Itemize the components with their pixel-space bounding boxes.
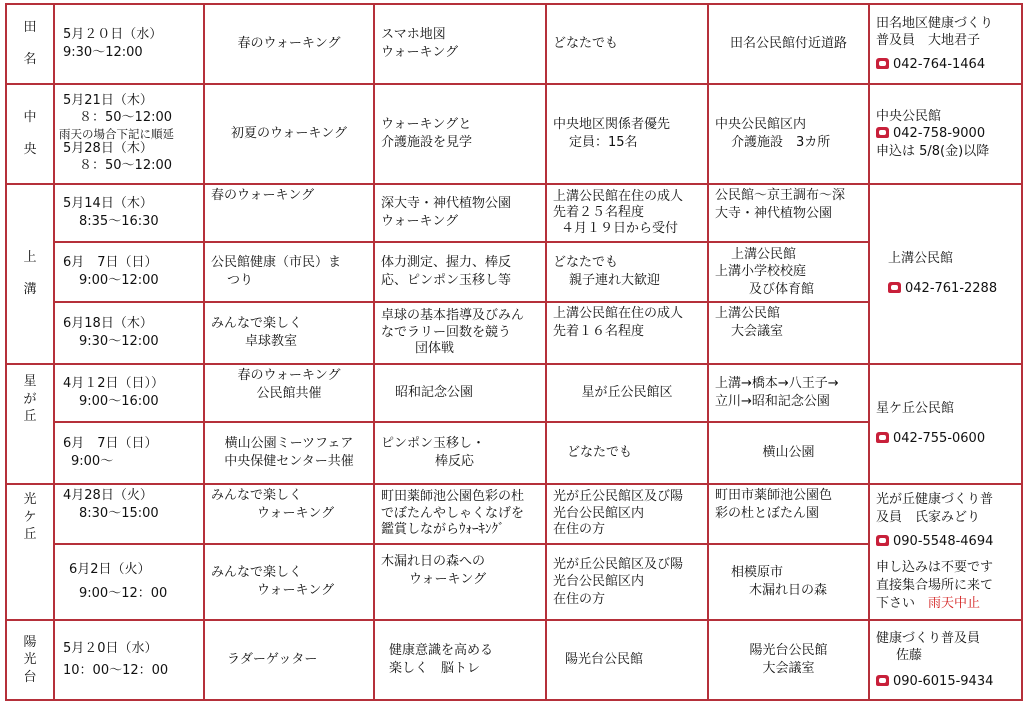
time-text: 10：00～12：00 xyxy=(63,663,169,678)
date-text: 4月１2日（日）） xyxy=(63,376,165,392)
event-name: 公民館健康（市民）ま xyxy=(211,255,342,271)
venue-cell xyxy=(708,364,869,422)
event-name: 卓球教室 xyxy=(245,334,298,349)
contact-text: 上溝公民館 xyxy=(888,251,954,267)
content-cell xyxy=(374,242,546,302)
time-text: ８：50～12:00 xyxy=(79,109,173,125)
area-label: 台 xyxy=(23,669,37,685)
content-text: 鑑賞しながらｳｫｰｷﾝｸﾞ xyxy=(381,522,505,538)
target-cell xyxy=(546,544,708,620)
event-cell xyxy=(204,544,374,620)
phone-icon xyxy=(876,127,889,138)
event-name: 春のウォーキング xyxy=(211,188,315,203)
area-label: 丘 xyxy=(23,409,37,425)
target-text: 定員：15名 xyxy=(569,135,638,150)
table-row xyxy=(6,4,1022,84)
phone-number: 042-764-1464 xyxy=(876,56,1015,74)
contact-cell xyxy=(869,620,1022,700)
venue-cell xyxy=(708,484,869,544)
contact-note: 下さい 雨天中止 xyxy=(876,595,981,611)
target-text: 中央地区関係者優先 xyxy=(553,117,671,133)
contact-cell xyxy=(869,4,1022,84)
target-text: ４月１９日から受付 xyxy=(561,221,679,237)
target-cell xyxy=(546,484,708,544)
date-cell xyxy=(54,184,204,242)
target-text: 在住の方 xyxy=(553,522,606,538)
content-cell xyxy=(374,184,546,242)
table-row xyxy=(6,620,1022,700)
date-text: 6月18日（木） xyxy=(63,316,153,332)
event-cell xyxy=(204,84,374,184)
event-name: 春のウォーキング xyxy=(237,36,341,52)
content-cell xyxy=(374,4,546,84)
target-text: 在住の方 xyxy=(553,591,606,607)
content-text: 町田薬師池公園色彩の杜 xyxy=(381,489,525,505)
area-label: 名 xyxy=(23,52,37,67)
event-name: ウォーキング xyxy=(257,505,335,521)
content-cell xyxy=(374,84,546,184)
date-text: 5月２０日（水） xyxy=(63,27,163,43)
rain-cancel-notice: 雨天中止 xyxy=(928,595,981,611)
time-text: 9:00～16:00 xyxy=(79,394,159,409)
event-name: ラダーゲッター xyxy=(227,652,318,668)
contact-text: 佐藤 xyxy=(896,648,923,664)
target-text: 光が丘公民館区及び陽 xyxy=(553,489,684,505)
date-cell xyxy=(54,242,204,302)
venue-text: 中央公民館区内 xyxy=(715,117,807,133)
event-cell xyxy=(204,242,374,302)
contact-cell xyxy=(869,184,1022,364)
area-cell xyxy=(6,4,54,84)
phone-number: 042-758-9000 xyxy=(876,125,1015,143)
target-text: どなたでも xyxy=(567,445,633,461)
content-text: 深大寺・神代植物公園 xyxy=(381,196,512,212)
area-cell xyxy=(6,620,54,700)
target-cell xyxy=(546,422,708,484)
area-cell xyxy=(6,364,54,484)
venue-cell xyxy=(708,4,869,84)
event-name: 春のウォーキング xyxy=(237,368,341,383)
contact-text: 星ケ丘公民館 xyxy=(876,401,955,417)
venue-cell xyxy=(708,422,869,484)
target-cell xyxy=(546,364,708,422)
venue-text: 及び体育館 xyxy=(749,281,815,297)
content-text: 昭和記念公園 xyxy=(395,385,474,401)
event-cell xyxy=(204,484,374,544)
event-schedule-table xyxy=(5,3,1023,701)
contact-cell xyxy=(869,84,1022,184)
contact-cell xyxy=(869,484,1022,620)
time-text: 9:00～ xyxy=(71,454,114,469)
area-cell xyxy=(6,484,54,620)
venue-text: 上溝公民館 xyxy=(731,246,797,262)
phone-icon xyxy=(876,432,889,443)
content-text: 棒反応 xyxy=(435,454,475,469)
contact-note: 申し込みは不要です xyxy=(876,560,994,575)
venue-text: 彩の杜とぼたん園 xyxy=(715,505,820,521)
venue-text: 介護施設 3カ所 xyxy=(731,135,831,150)
event-cell xyxy=(204,4,374,84)
venue-text: 上溝公民館 xyxy=(715,306,781,321)
event-name: みんなで楽しく xyxy=(211,316,303,332)
phone-number: 090-5548-4694 xyxy=(876,533,1015,551)
target-text: 先着２５名程度 xyxy=(553,204,645,220)
venue-text: 上溝小学校校庭 xyxy=(715,264,807,280)
content-text: 健康意識を高める xyxy=(389,643,494,659)
venue-text: 上溝→橋本→八王子→ xyxy=(715,376,839,392)
area-label: 中 xyxy=(23,110,37,126)
time-text: ８：50～12:00 xyxy=(79,158,173,174)
target-cell xyxy=(546,84,708,184)
area-label: 央 xyxy=(23,142,37,157)
date-cell xyxy=(54,84,204,184)
phone-number: 042-761-2288 xyxy=(888,280,1015,298)
phone-icon xyxy=(876,58,889,69)
contact-text: 田名地区健康づくり xyxy=(876,15,994,31)
date-text: 6月 7日（日） xyxy=(63,255,158,271)
table-row xyxy=(6,364,1022,422)
contact-note: 直接集合場所に来て xyxy=(876,577,994,593)
date-cell xyxy=(54,364,204,422)
contact-cell xyxy=(869,364,1022,484)
area-label: 陽 xyxy=(23,634,37,650)
venue-text: 公民館～京王調布～深 xyxy=(715,188,846,203)
area-label: が xyxy=(23,391,37,407)
target-text: 星が丘公民館区 xyxy=(581,385,673,401)
contact-text: 普及員 大地君子 xyxy=(876,33,981,49)
content-text: 介護施設を見学 xyxy=(381,135,473,150)
content-text: 応、ピンポン玉移し等 xyxy=(381,273,512,288)
event-cell xyxy=(204,620,374,700)
phone-number: 042-755-0600 xyxy=(876,430,1015,448)
event-cell xyxy=(204,302,374,364)
target-text: 上溝公民館在住の成人 xyxy=(553,188,684,204)
date-cell xyxy=(54,4,204,84)
content-text: ピンポン玉移し・ xyxy=(381,436,486,452)
venue-text: 相模原市 xyxy=(731,565,784,581)
content-cell xyxy=(374,364,546,422)
date-cell xyxy=(54,484,204,544)
target-text: 先着１６名程度 xyxy=(553,323,645,339)
area-cell xyxy=(6,84,54,184)
target-text: どなたでも xyxy=(553,36,619,52)
date-text: 6月 7日（日） xyxy=(63,436,158,452)
contact-text: 光が丘健康づくり普 xyxy=(876,492,994,508)
time-text: 8:35～16:30 xyxy=(79,214,159,229)
date-note: 雨天の場合下記に順延 xyxy=(59,126,174,141)
venue-cell xyxy=(708,242,869,302)
venue-cell xyxy=(708,84,869,184)
area-label: 溝 xyxy=(23,282,37,297)
event-cell xyxy=(204,364,374,422)
event-cell xyxy=(204,422,374,484)
phone-icon xyxy=(876,535,889,546)
phone-icon xyxy=(888,282,901,293)
content-text: スマホ地図 xyxy=(381,27,446,43)
venue-text: 大会議室 xyxy=(762,661,815,676)
content-cell xyxy=(374,422,546,484)
event-cell xyxy=(204,184,374,242)
area-label: ケ xyxy=(23,509,37,525)
target-cell xyxy=(546,242,708,302)
contact-text: 及員 氏家みどり xyxy=(876,510,981,526)
event-name: 中央保健センター共催 xyxy=(224,454,354,469)
table-row xyxy=(6,84,1022,184)
target-text: 上溝公民館在住の成人 xyxy=(553,306,684,321)
target-text: 光が丘公民館区及び陽 xyxy=(553,556,684,572)
venue-text: 田名公民館付近道路 xyxy=(729,36,847,52)
area-cell xyxy=(6,184,54,364)
area-label: 光 xyxy=(23,492,37,507)
event-name: 初夏のウォーキング xyxy=(230,126,348,142)
area-label: 光 xyxy=(23,652,37,668)
target-cell xyxy=(546,184,708,242)
area-label: 星 xyxy=(23,374,37,389)
content-text: 木漏れ日の森への xyxy=(381,554,486,569)
venue-text: 大寺・神代植物公園 xyxy=(715,205,833,221)
content-text: 卓球の基本指導及びみん xyxy=(381,308,525,324)
venue-text: 横山公園 xyxy=(762,445,815,461)
target-text: 親子連れ大歓迎 xyxy=(569,273,661,288)
date-cell xyxy=(54,620,204,700)
target-text: 陽光台公民館 xyxy=(565,652,644,668)
event-name: ウォーキング xyxy=(257,583,335,598)
time-text: 9:00～12:00 xyxy=(79,273,159,288)
venue-text: 大会議室 xyxy=(731,323,784,339)
event-name: みんなで楽しく xyxy=(211,488,303,503)
date-text: 5月21日（木） xyxy=(63,92,153,108)
time-text: 9:30～12:00 xyxy=(79,334,159,349)
target-cell xyxy=(546,302,708,364)
content-text: なでラリー回数を競う xyxy=(381,324,512,340)
content-cell xyxy=(374,544,546,620)
area-label: 上 xyxy=(23,250,37,266)
venue-cell xyxy=(708,544,869,620)
contact-text: 中央公民館 xyxy=(876,108,942,124)
time-text: 8:30～15:00 xyxy=(79,505,159,521)
event-name: 公民館共催 xyxy=(256,385,322,401)
content-text: ウォーキングと xyxy=(381,117,472,133)
time-text: 9:30～12:00 xyxy=(63,45,143,60)
date-cell xyxy=(54,302,204,364)
target-text: どなたでも xyxy=(553,255,619,271)
time-text: 9:00～12：00 xyxy=(79,586,168,601)
target-text: 光台公民館区内 xyxy=(553,574,645,590)
content-text: 団体戦 xyxy=(415,341,455,357)
venue-text: 木漏れ日の森 xyxy=(749,583,828,598)
date-text: 4月28日（火） xyxy=(63,488,153,503)
event-name: 横山公園ミーツフェア xyxy=(224,436,354,452)
venue-text: 町田市薬師池公園色 xyxy=(715,488,833,503)
content-cell xyxy=(374,620,546,700)
date-text: 5月28日（木） xyxy=(63,141,153,157)
event-name: みんなで楽しく xyxy=(211,565,303,581)
date-text: 5月14日（木） xyxy=(63,196,153,212)
target-cell xyxy=(546,4,708,84)
venue-cell xyxy=(708,302,869,364)
content-cell xyxy=(374,302,546,364)
date-text: 5月２0日（水） xyxy=(63,641,158,657)
target-text: 光台公民館区内 xyxy=(553,505,645,521)
table-row xyxy=(6,484,1022,544)
area-label: 田 xyxy=(23,20,37,36)
phone-number: 090-6015-9434 xyxy=(876,673,1015,691)
content-text: 楽しく 脳トレ xyxy=(389,661,481,676)
venue-cell xyxy=(708,184,869,242)
content-text: ウォーキング xyxy=(381,45,459,60)
content-text: ウォーキング xyxy=(381,214,459,229)
content-text: でぼたんやしゃくなげを xyxy=(381,505,525,521)
venue-text: 立川→昭和記念公園 xyxy=(715,394,830,409)
content-text: ウォーキング xyxy=(409,571,487,587)
area-label: 丘 xyxy=(23,527,37,543)
date-cell xyxy=(54,544,204,620)
date-text: 6月2日（火） xyxy=(69,562,151,578)
target-cell xyxy=(546,620,708,700)
table-row xyxy=(6,184,1022,242)
venue-text: 陽光台公民館 xyxy=(749,643,828,659)
date-cell xyxy=(54,422,204,484)
venue-cell xyxy=(708,620,869,700)
phone-icon xyxy=(876,675,889,686)
event-name: つり xyxy=(227,273,254,288)
contact-text: 健康づくり普及員 xyxy=(876,630,981,646)
contact-note: 申込は 5/8(金)以降 xyxy=(876,143,990,159)
content-text: 体力測定、握力、棒反 xyxy=(381,255,512,271)
content-cell xyxy=(374,484,546,544)
